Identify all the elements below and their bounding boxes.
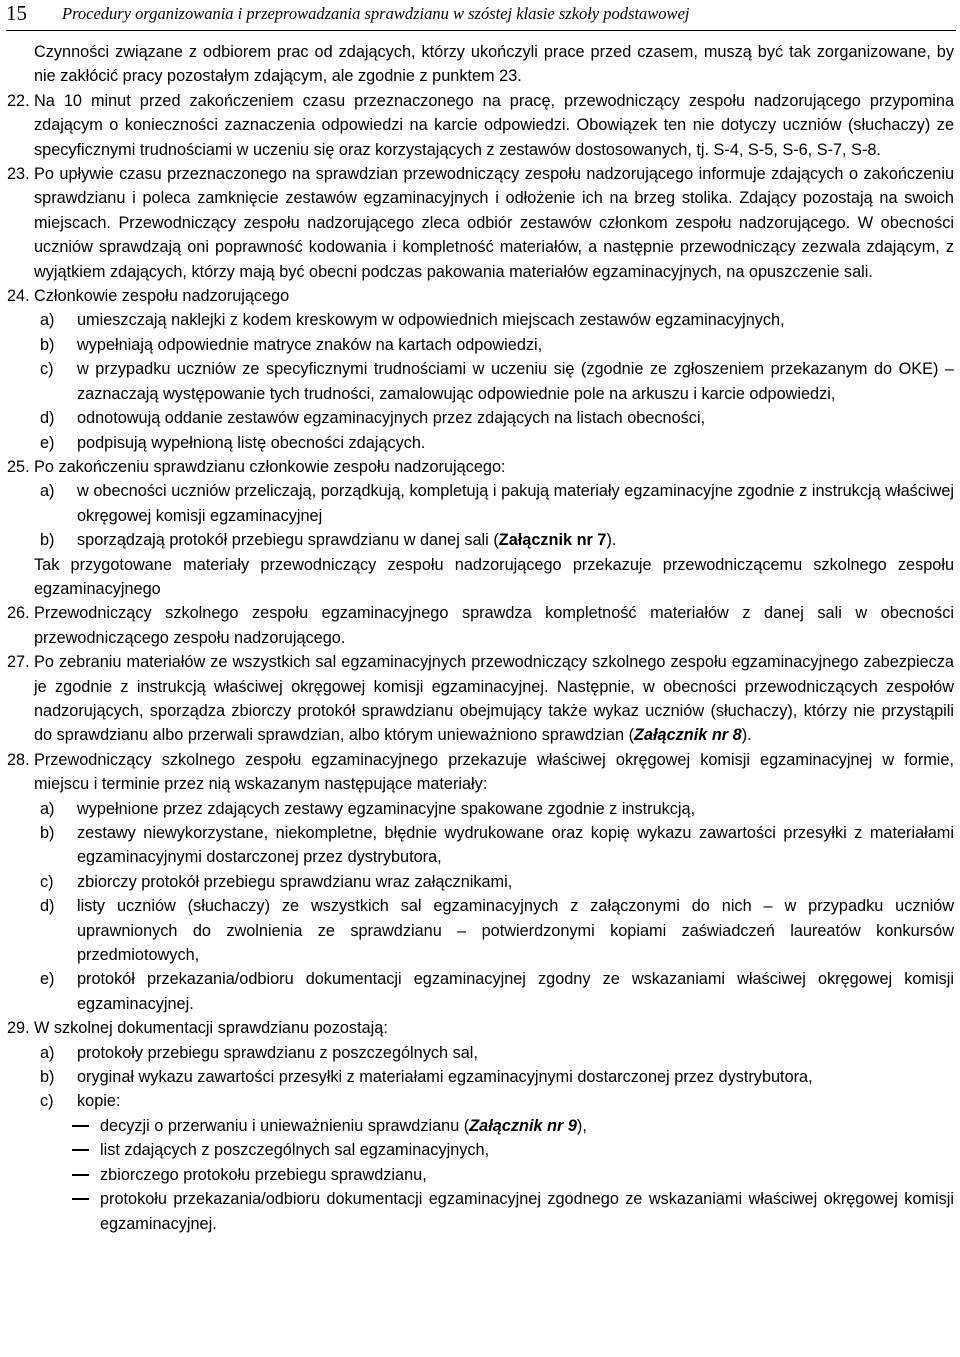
list-item-label: c) bbox=[40, 360, 54, 379]
section-27 bbox=[7, 650, 954, 748]
list-item-label: b) bbox=[40, 1068, 55, 1087]
dash-bullet-icon bbox=[72, 1125, 89, 1127]
list-item-text: umieszczają naklejki z kodem kreskowym w odpowiednich miejscach zestawów egzaminacyjnych, bbox=[77, 311, 785, 330]
list-item bbox=[34, 357, 954, 406]
list-item-text: sporządzają protokół przebiegu sprawdzianu w danej sali ( bbox=[77, 531, 499, 550]
section-number: 26. bbox=[7, 604, 30, 623]
dash-bullet-icon bbox=[72, 1174, 89, 1176]
list-item-text: podpisują wypełnioną listę obecności zdających. bbox=[77, 433, 426, 452]
list-item bbox=[34, 894, 954, 967]
dash-item-text-end: ), bbox=[576, 1116, 587, 1135]
section-23 bbox=[7, 162, 954, 284]
section-text: Po upływie czasu przeznaczonego na sprawdzian przewodniczący zespołu nadzorującego informuje zdających o zakończeniu sprawdzianu i poleca zamknięcie zestawów egzaminacyjnych i odłożenie ich na brzeg stolika. Zdający pozostają na swoich miejscach. Przewodniczący zespołu nadzorującego zleca odbiór zestawów członkom zespołu nadzorującego. W obecności uczniów sprawdzają oni poprawność kodowania i kompletność materiałów, a następnie przewodniczący zezwala zdającym, z wyjątkiem zdających, którzy mają być obecni podczas pakowania materiałów egzaminacyjnych, na opuszczenie sali. bbox=[34, 165, 954, 281]
list-item-label: b) bbox=[40, 531, 55, 550]
dash-item-text: list zdających z poszczególnych sal egzaminacyjnych, bbox=[100, 1141, 490, 1160]
list-item-text: odnotowują oddanie zestawów egzaminacyjnych przez zdających na listach obecności, bbox=[77, 409, 706, 428]
section-text: Przewodniczący szkolnego zespołu egzaminacyjnego przekazuje właściwej okręgowej komisji egzaminacyjnej w formie, miejscu i terminie przez nią wskazanym następujące materiały: bbox=[34, 750, 954, 794]
list-item-text: protokoły przebiegu sprawdzianu z poszczególnych sal, bbox=[77, 1043, 478, 1062]
list-item-label: b) bbox=[40, 824, 55, 842]
section-28 bbox=[7, 748, 954, 797]
list-item-label: a) bbox=[40, 1043, 55, 1062]
list-item-text: w obecności uczniów przeliczają, porządkują, kompletują i pakują materiały egzaminacyjne zgodnie z instrukcją właściwej okręgowej komisji egzaminacyjnej bbox=[77, 482, 954, 525]
running-title: Procedury organizowania i przeprowadzania sprawdzianu w szóstej klasie szkoły podstawowej bbox=[62, 4, 690, 23]
list-item-label: c) bbox=[40, 872, 54, 891]
list-item bbox=[34, 479, 954, 528]
section-number: 27. bbox=[7, 653, 30, 672]
section-text: Na 10 minut przed zakończeniem czasu przeznaczonego na pracę, przewodniczący zespołu nadzorującego przypomina zdającym o konieczności zaznaczenia odpowiedzi na karcie odpowiedzi. Obowiązek ten nie dotyczy uczniów (słuchaczy) ze specyficznymi trudnościami w uczeniu się oraz korzystających z zestawów dostosowanych, tj. S-4, S-5, S-6, S-7, S-8. bbox=[34, 91, 954, 159]
list-item-text: protokół przekazania/odbioru dokumentacji egzaminacyjnej zgodny ze wskazaniami właściwej okręgowej komisji egzaminacyjnej. bbox=[77, 970, 954, 1013]
dash-item bbox=[34, 1187, 954, 1236]
list-item bbox=[34, 528, 954, 552]
list-item bbox=[34, 821, 954, 870]
dash-item-text: zbiorczego protokołu przebiegu sprawdzianu, bbox=[100, 1165, 427, 1184]
section-29 bbox=[7, 1016, 954, 1040]
section-text: Po zakończeniu sprawdzianu członkowie zespołu nadzorującego: bbox=[34, 457, 506, 476]
intro-paragraph: Czynności związane z odbiorem prac od zdających, którzy ukończyli prace przed czasem, muszą być tak zorganizowane, by nie zakłócić pracy pozostałym zdającym, ale zgodnie z punktem 23. bbox=[34, 43, 954, 86]
dash-item bbox=[34, 1163, 954, 1187]
list-item-label: b) bbox=[40, 335, 55, 354]
list-item-text: wypełniają odpowiednie matryce znaków na kartach odpowiedzi, bbox=[77, 335, 543, 354]
list-item-text: oryginał wykazu zawartości przesyłki z materiałami egzaminacyjnymi dostarczonej przez dystrybutora, bbox=[77, 1068, 813, 1087]
list-item bbox=[34, 1065, 954, 1089]
attachment-reference: Załącznik nr 7 bbox=[498, 531, 607, 550]
page-number: 15 bbox=[6, 1, 27, 25]
list-item-label: e) bbox=[40, 970, 55, 989]
section-number: 23. bbox=[7, 165, 30, 184]
list-item-label: a) bbox=[40, 799, 55, 818]
section-number: 25. bbox=[7, 457, 30, 476]
list-item-label: a) bbox=[40, 482, 55, 501]
list-item-text: zbiorczy protokół przebiegu sprawdzianu wraz załącznikami, bbox=[77, 872, 513, 891]
list-item bbox=[34, 967, 954, 1016]
section-text: Przewodniczący szkolnego zespołu egzaminacyjnego sprawdza kompletność materiałów z danej sali w obecności przewodniczącego zespołu nadzorującego. bbox=[34, 604, 954, 647]
section-25 bbox=[7, 455, 954, 479]
dash-bullet-icon bbox=[72, 1198, 89, 1200]
section-number: 24. bbox=[7, 287, 30, 306]
list-item bbox=[34, 1041, 954, 1065]
section-number: 28. bbox=[7, 750, 30, 769]
dash-item bbox=[34, 1138, 954, 1162]
list-item bbox=[34, 870, 954, 894]
page-header bbox=[6, 0, 956, 31]
list-item-text: w przypadku uczniów ze specyficznymi trudnościami w uczeniu się (zgodnie ze zgłoszeniem przekazanym do OKE) – zaznaczają występowanie tych trudności, zamalowując odpowiednie pole na arkuszu i karcie odpowiedzi, bbox=[77, 360, 954, 403]
list-item-text: kopie: bbox=[77, 1092, 121, 1111]
section-text: Po zebraniu materiałów ze wszystkich sal egzaminacyjnych przewodniczący szkolnego zespołu egzaminacyjnego zabezpiecza je zgodnie z instrukcją właściwej okręgowej komisji egzaminacyjnej. Następnie, w obecności przewodniczących zespołów nadzorujących, sporządza zbiorczy protokół sprawdzianu obejmujący także wykaz uczniów (słuchaczy), którzy nie przystąpili do sprawdzianu albo przerwali sprawdzian, albo którym unieważniono sprawdzian ( bbox=[34, 653, 954, 745]
attachment-reference: Załącznik nr 9 bbox=[469, 1116, 577, 1135]
list-item bbox=[34, 797, 954, 821]
list-item bbox=[34, 431, 954, 455]
dash-item-text: decyzji o przerwaniu i unieważnieniu sprawdzianu ( bbox=[100, 1116, 470, 1135]
list-item bbox=[34, 308, 954, 332]
dash-item-text: protokołu przekazania/odbioru dokumentacji egzaminacyjnej zgodnego ze wskazaniami właściwej okręgowej komisji egzaminacyjnej. bbox=[100, 1190, 954, 1233]
list-item-text: listy uczniów (słuchaczy) ze wszystkich sal egzaminacyjnych z załączonymi do nich – w przypadku uczniów uprawnionych do zwolnienia ze sprawdzianu – potwierdzonymi kopiami zaświadczeń laureatów konkursów przedmiotowych, bbox=[77, 897, 954, 965]
section-text: Członkowie zespołu nadzorującego bbox=[34, 287, 290, 306]
document-body bbox=[7, 40, 954, 1236]
list-item-text: zestawy niewykorzystane, niekompletne, błędnie wydrukowane oraz kopię wykazu zawartości przesyłki z materiałami egzaminacyjnymi dostarczonej przez dystrybutora, bbox=[77, 824, 954, 867]
dash-bullet-icon bbox=[72, 1149, 89, 1151]
list-item-text: wypełnione przez zdających zestawy egzaminacyjne spakowane zgodnie z instrukcją, bbox=[77, 799, 696, 818]
list-item-text-end: ). bbox=[606, 531, 617, 550]
list-item-label: c) bbox=[40, 1092, 54, 1111]
list-item bbox=[34, 333, 954, 357]
list-item-label: d) bbox=[40, 409, 55, 428]
attachment-reference: Załącznik nr 8 bbox=[634, 726, 742, 745]
list-item bbox=[34, 406, 954, 430]
section-number: 22. bbox=[7, 91, 30, 110]
section-number: 29. bbox=[7, 1019, 30, 1038]
list-item-label: e) bbox=[40, 433, 55, 452]
closing-paragraph: Tak przygotowane materiały przewodniczący zespołu nadzorującego przekazuje przewodniczącemu szkolnego zespołu egzaminacyjnego bbox=[34, 555, 954, 598]
section-24 bbox=[7, 284, 954, 308]
section-text-end: ). bbox=[741, 726, 752, 745]
section-26 bbox=[7, 601, 954, 650]
section-text: W szkolnej dokumentacji sprawdzianu pozostają: bbox=[34, 1019, 388, 1038]
list-item-label: d) bbox=[40, 897, 55, 916]
list-item-label: a) bbox=[40, 311, 55, 330]
section-22 bbox=[7, 89, 954, 162]
dash-item bbox=[34, 1114, 954, 1138]
list-item bbox=[34, 1089, 954, 1113]
